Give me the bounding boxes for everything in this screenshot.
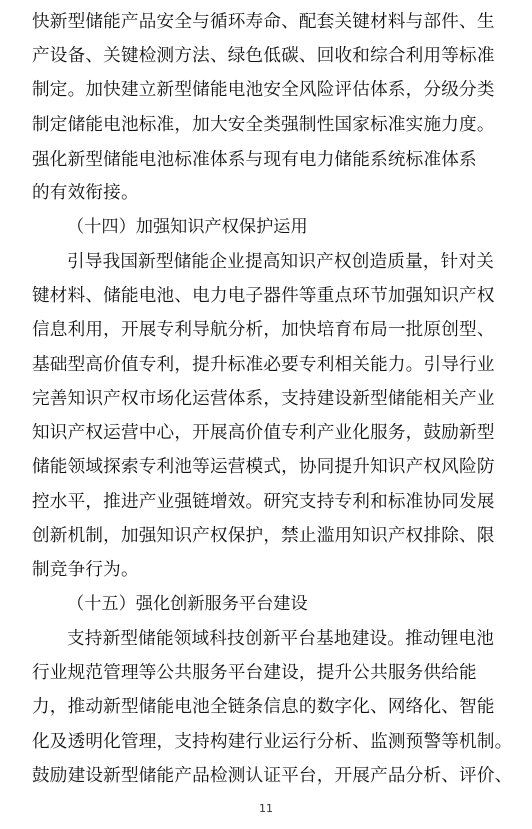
body-text-line: 力，推动新型储能电池全链条信息的数字化、网络化、智能 [32,697,495,717]
section-heading: （十四）加强知识产权保护运用 [67,217,308,237]
body-text-line: 行业规范管理等公共服务平台建设，提升公共服务供给能 [32,663,477,683]
body-text-line: 化及透明化管理，支持构建行业运行分析、监测预警等机制。 [32,732,513,752]
body-text-line: 制定。加快建立新型储能电池安全风险评估体系，分级分类 [32,80,495,100]
page-number: 11 [259,802,273,815]
body-text-line: 信息利用，开展专利导航分析，加快培育布局一批原创型、 [32,320,495,340]
body-text-line: 制竞争行为。 [32,560,139,580]
section-heading: （十五）强化创新服务平台建设 [67,594,308,614]
body-text-line: 控水平，推进产业强链增效。研究支持专利和标准协同发展 [32,492,495,512]
body-text-line: 知识产权运营中心，开展高价值专利产业化服务，鼓励新型 [32,423,495,443]
body-text-line: 产设备、关键检测方法、绿色低碳、回收和综合利用等标准 [32,46,495,66]
body-text-line: 快新型储能产品安全与循环寿命、配套关键材料与部件、生 [32,12,495,32]
body-text-line: 鼓励建设新型储能产品检测认证平台，开展产品分析、评价、 [32,766,513,786]
body-text-line: 完善知识产权市场化运营体系，支持建设新型储能相关产业 [32,389,495,409]
body-text-line: 支持新型储能领域科技创新平台基地建设。推动锂电池 [67,629,495,649]
body-text-line: 创新机制，加强知识产权保护，禁止滥用知识产权排除、限 [32,526,495,546]
body-text-line: 的有效衔接。 [32,183,139,203]
body-text-line: 基础型高价值专利，提升标准必要专利相关能力。引导行业 [32,355,495,375]
body-text-line: 强化新型储能电池标准体系与现有电力储能系统标准体系 [32,150,477,170]
body-text-line: 制定储能电池标准，加大安全类强制性国家标准实施力度。 [32,115,495,135]
body-text-line: 键材料、储能电池、电力电子器件等重点环节加强知识产权 [32,286,495,306]
body-text-line: 储能领域探索专利池等运营模式，协同提升知识产权风险防 [32,457,495,477]
body-text-line: 引导我国新型储能企业提高知识产权创造质量，针对关 [67,252,495,272]
